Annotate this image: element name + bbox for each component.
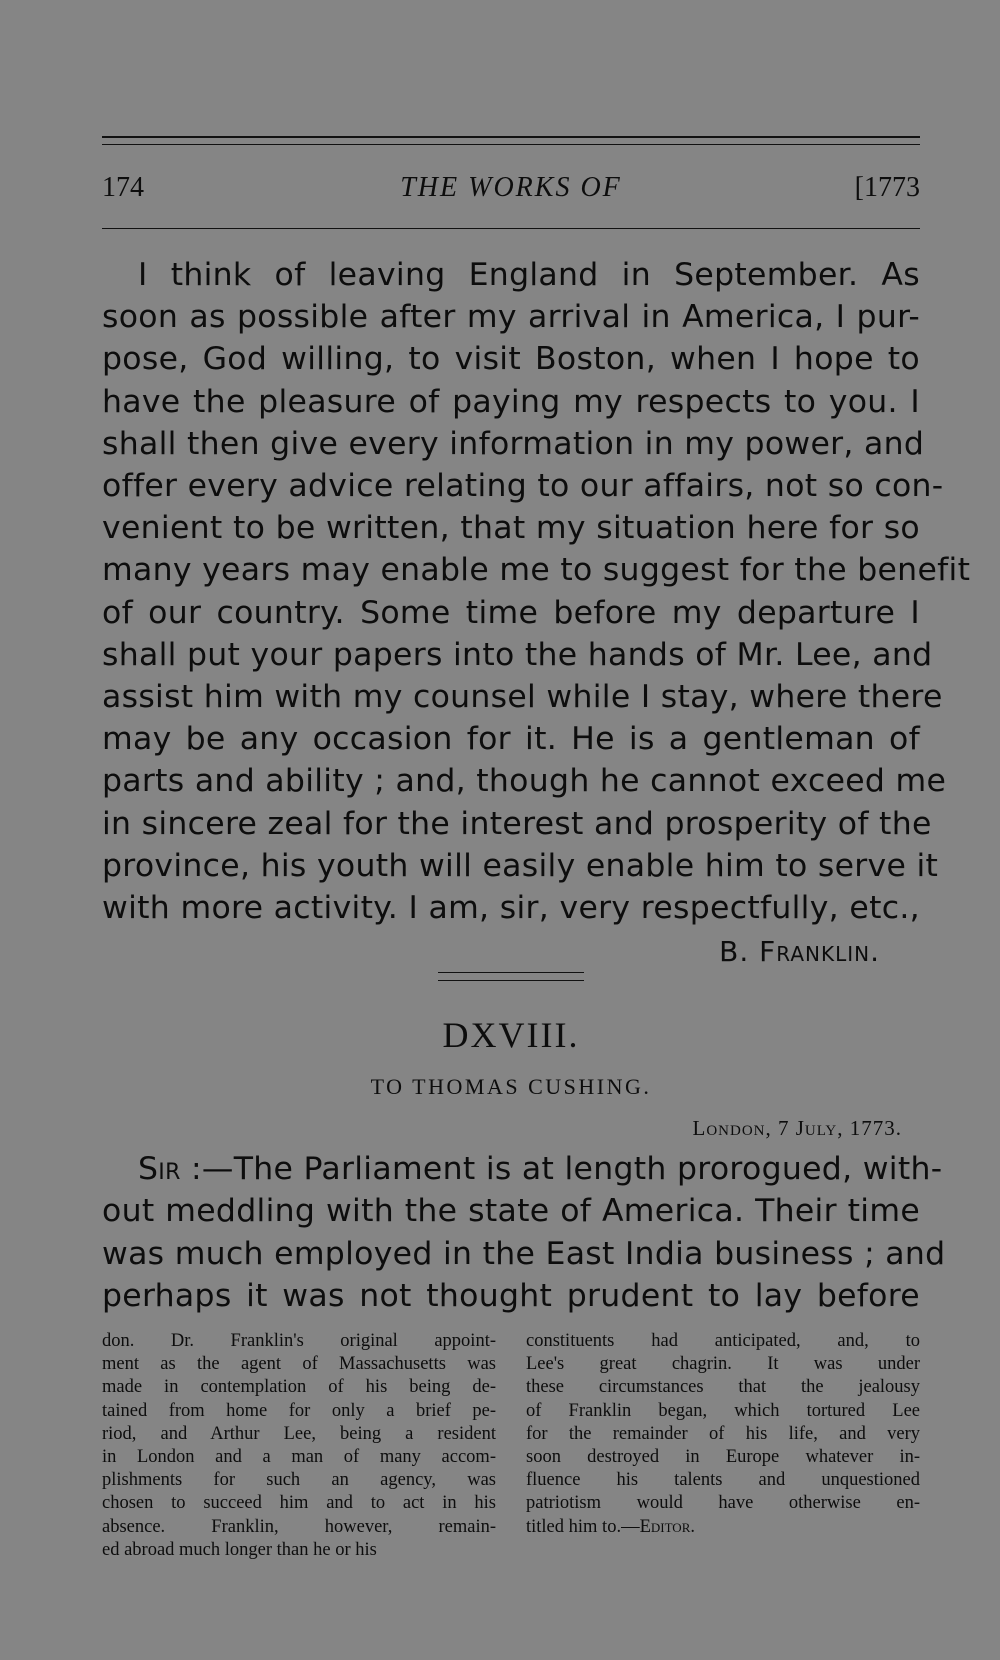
signature — [102, 935, 880, 968]
footnote-line: for the remainder of his life, and very — [526, 1423, 920, 1444]
page-number: 174 — [102, 172, 144, 203]
text-line: parts and ability ; and, though he cannot exceed me — [102, 763, 947, 800]
footnote-line: titled him to.—Editor. — [526, 1516, 695, 1537]
text-line: have the pleasure of paying my respects to you. I — [102, 383, 920, 420]
footnote-line: ment as the agent of Massachusetts was — [102, 1354, 496, 1375]
header-year: [1773 — [854, 172, 920, 203]
footnote-line: chosen to succeed him and to act in his — [102, 1493, 496, 1514]
top-double-rule-inner — [102, 144, 920, 145]
section-divider — [438, 972, 584, 973]
text-line: out meddling with the state of America. Their time — [102, 1193, 920, 1230]
text-line: may be any occasion for it. He is a gentleman of — [102, 721, 920, 758]
text-line: perhaps it was not thought prudent to lay before — [102, 1278, 920, 1315]
running-title: THE WORKS OF — [400, 172, 622, 203]
footnote-line: patriotism would have otherwise en- — [526, 1493, 920, 1514]
footnote-line: riod, and Arthur Lee, being a resident — [102, 1423, 496, 1444]
book-page — [102, 0, 971, 1660]
top-double-rule — [102, 136, 920, 138]
footnote-line: made in contemplation of his being de- — [102, 1377, 496, 1398]
text-line: in sincere zeal for the interest and prosperity of the — [102, 805, 932, 842]
footnote-right-column — [526, 1330, 920, 1539]
letter-recipient: TO THOMAS CUSHING. — [370, 1074, 652, 1099]
signature-initial: B. — [719, 935, 750, 968]
text-line: venient to be written, that my situation here for so — [102, 510, 920, 547]
text-line: offer every advice relating to our affairs, not so con- — [102, 468, 944, 505]
letter-text — [102, 1148, 946, 1318]
text-line: province, his youth will easily enable him to serve it — [102, 847, 939, 884]
footnote-line: Lee's great chagrin. It was under — [526, 1354, 920, 1375]
footnote-line: of Franklin began, which tortured Lee — [526, 1400, 920, 1421]
header-rule — [102, 228, 920, 229]
footnote-left-column — [102, 1330, 496, 1562]
footnote-line: in London and a man of many accom- — [102, 1447, 496, 1468]
salutation: Sir — [138, 1151, 181, 1187]
footnote-line: fluence his talents and unquestioned — [526, 1470, 920, 1491]
footnote-line: absence. Franklin, however, remain- — [102, 1516, 496, 1537]
text-line: pose, God willing, to visit Boston, when I hope to — [102, 341, 920, 378]
text-line: soon as possible after my arrival in America, I pur- — [102, 299, 920, 336]
text-line: Sir :—The Parliament is at length prorogued, with- — [138, 1151, 943, 1187]
footnote-line: tained from home for only a brief pe- — [102, 1400, 496, 1421]
footnote-line: ed abroad much longer than he or his — [102, 1539, 377, 1560]
signature-name: Franklin. — [759, 935, 880, 968]
footnote-line: soon destroyed in Europe whatever in- — [526, 1447, 920, 1468]
previous-letter-text — [102, 254, 971, 929]
letter-dateline: London, 7 July, 1773. — [692, 1116, 902, 1140]
footnote-line: constituents had anticipated, and, to — [526, 1331, 920, 1351]
editor-label: Editor. — [639, 1516, 695, 1537]
section-divider-lower — [438, 980, 584, 981]
footnote-line: plishments for such an agency, was — [102, 1470, 496, 1491]
footnote-line: don. Dr. Franklin's original appoint- — [102, 1331, 496, 1351]
text-line: many years may enable me to suggest for the benefit — [102, 552, 971, 589]
text-line: was much employed in the East India business ; and — [102, 1235, 946, 1272]
running-header — [102, 172, 920, 212]
text-line: assist him with my counsel while I stay, where there — [102, 679, 943, 716]
text-line: of our country. Some time before my departure I — [102, 594, 920, 631]
text-line: shall then give every information in my power, and — [102, 425, 925, 462]
text-line: I think of leaving England in September. As — [138, 257, 920, 293]
text-line: shall put your papers into the hands of Mr. Lee, and — [102, 636, 933, 673]
text-line: with more activity. I am, sir, very respectfully, etc., — [102, 890, 920, 927]
letter-number: DXVIII. — [442, 1015, 580, 1055]
footnote-line: these circumstances that the jealousy — [526, 1377, 920, 1398]
